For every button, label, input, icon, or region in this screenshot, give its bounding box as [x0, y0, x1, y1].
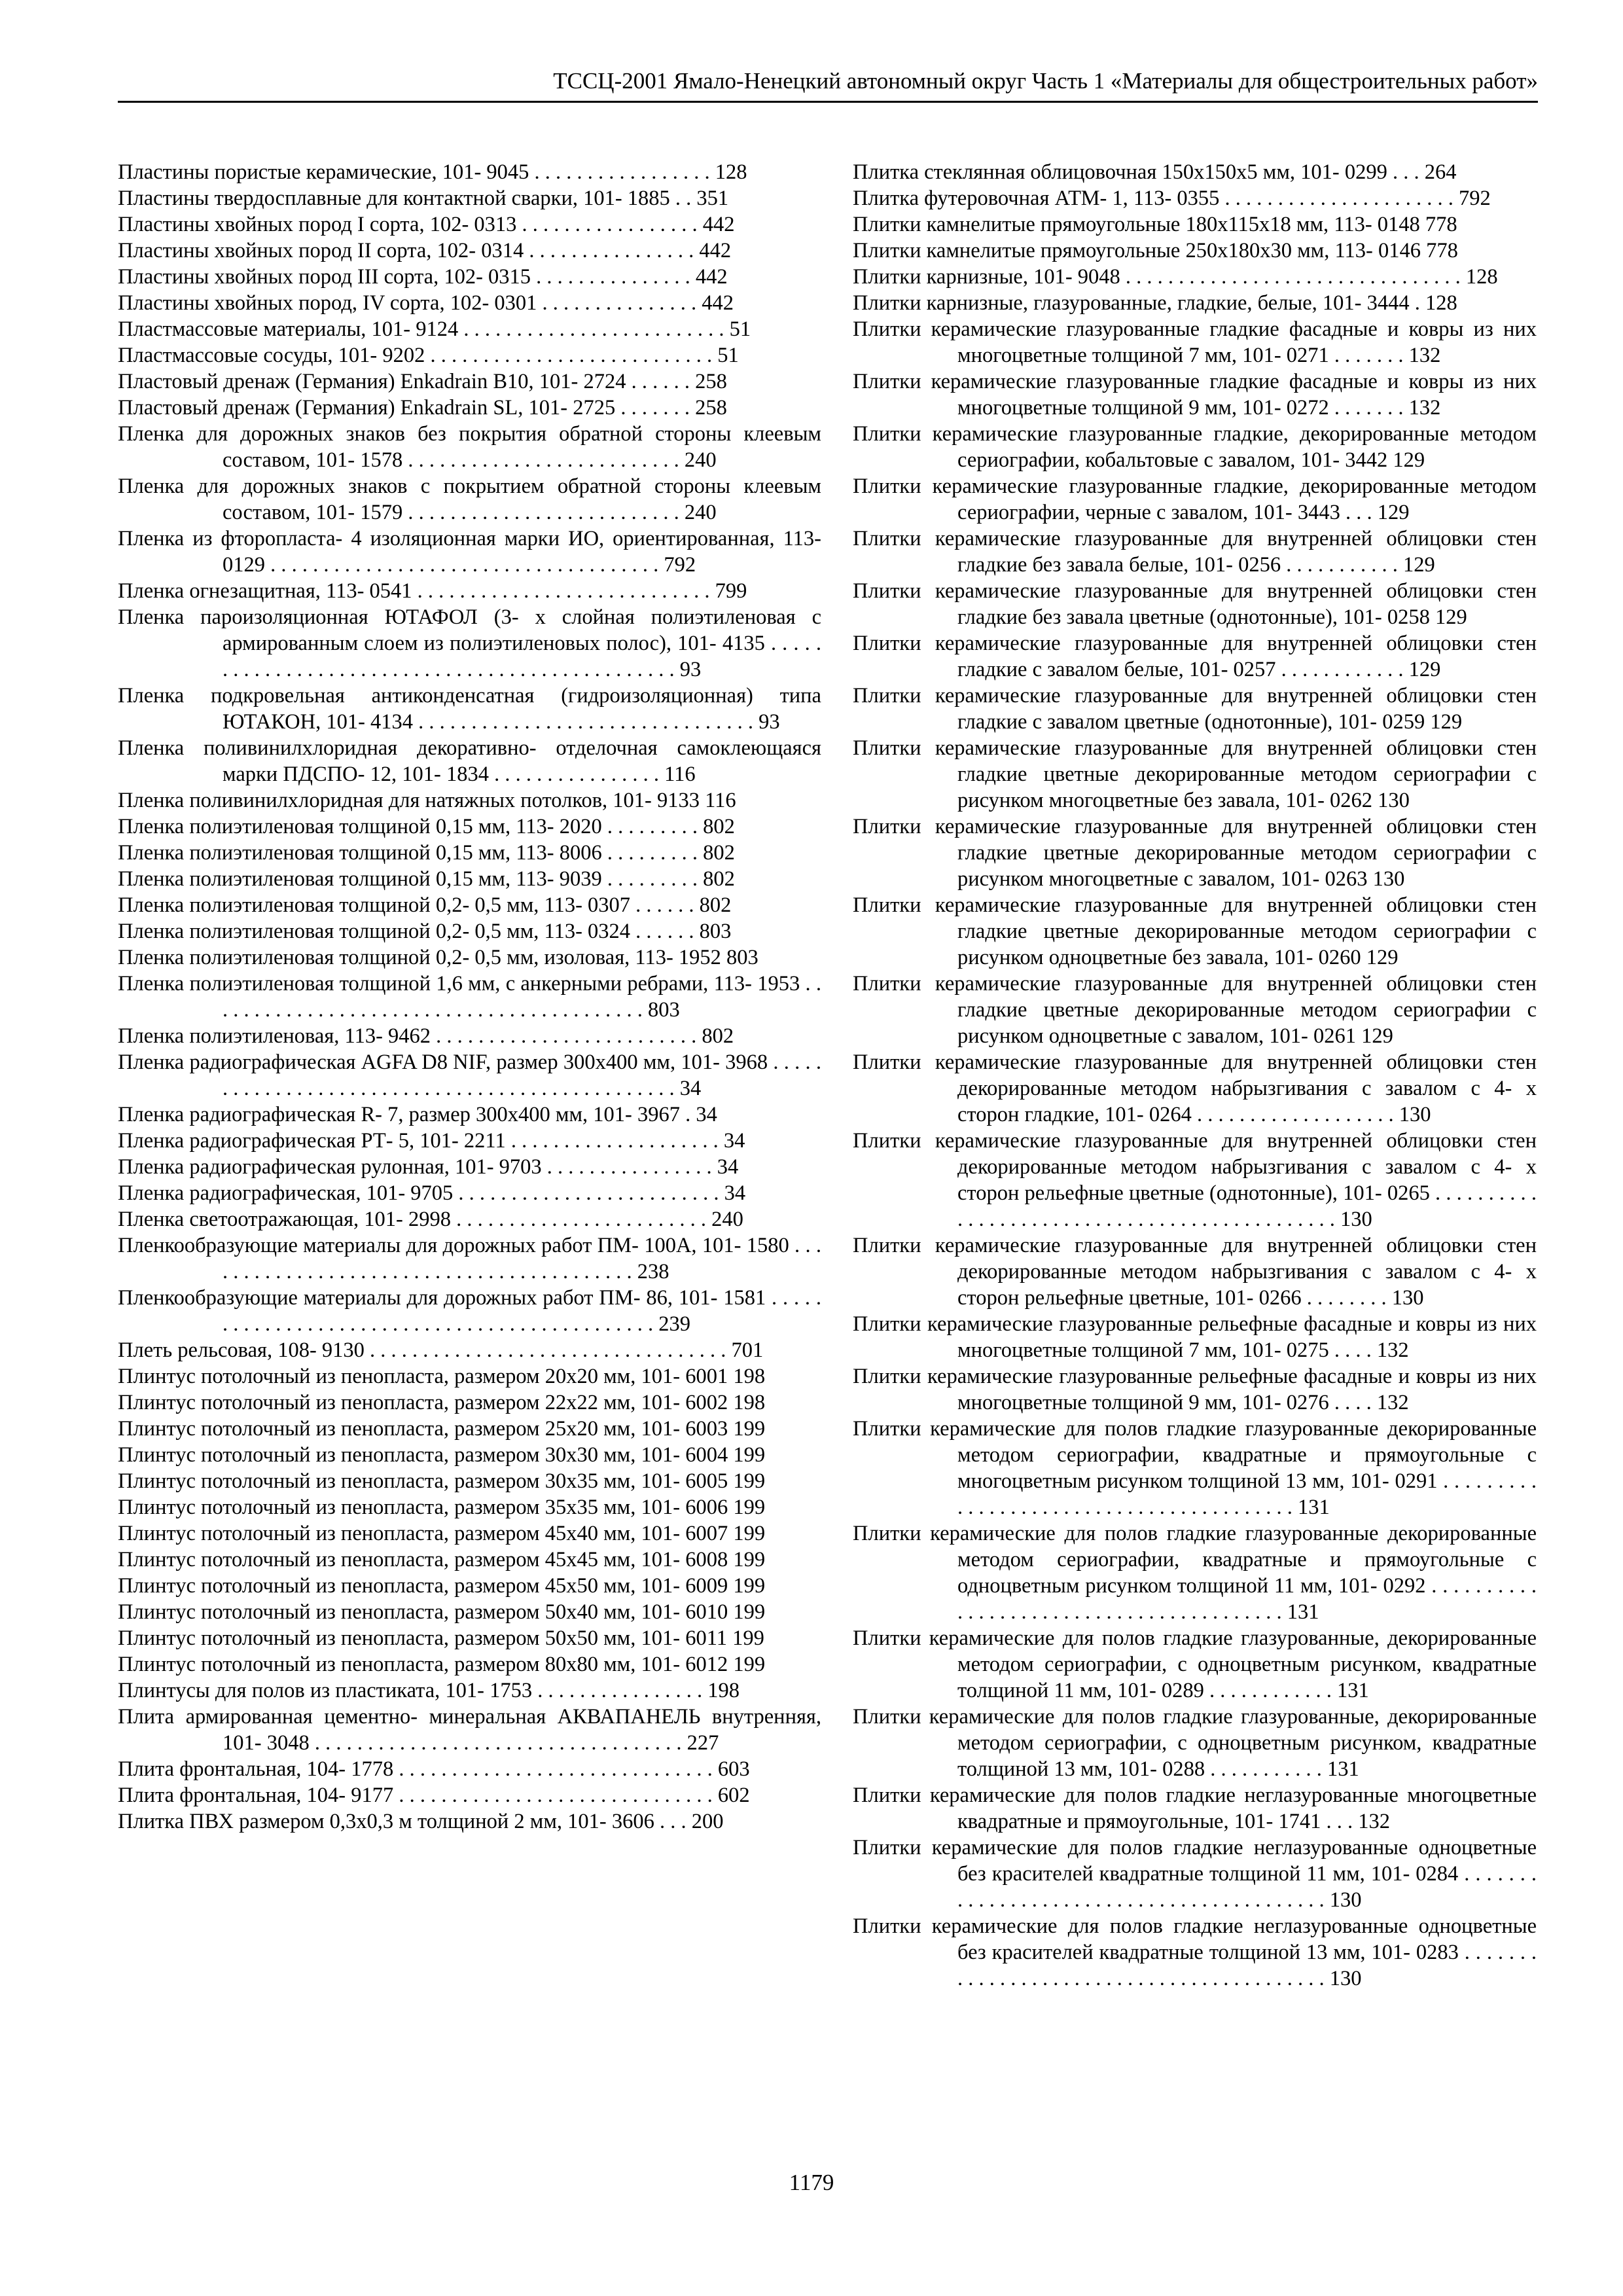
index-entry: Плитки керамические глазурованные для внутренней облицовки стен гладкие цветные декорированные методом сериографии с рисунком многоцветные без завала, 101- 0262 130	[853, 736, 1537, 812]
index-entry: Плитки керамические глазурованные для внутренней облицовки стен гладкие цветные декорированные методом сериографии с рисунком многоцветные с завалом, 101- 0263 130	[853, 815, 1537, 891]
index-entry: Плита фронтальная, 104- 1778 . . . . . . . . . . . . . . . . . . . . . . . . . . . . . . 603	[118, 1757, 750, 1781]
index-entry: Плитки керамические для полов гладкие неглазурованные одноцветные без красителей квадратные толщиной 11 мм, 101- 0284 . . . . . . . . . . . . . . . . . . . . . . . . . . . . . . . . . . . . . . . . . . 130	[853, 1836, 1537, 1912]
index-entry: Пленка полиэтиленовая толщиной 0,2- 0,5 мм, изоловая, 113- 1952 803	[118, 946, 758, 969]
index-entry: Плитки камнелитые прямоугольные 180х115х18 мм, 113- 0148 778	[853, 213, 1457, 236]
index-entry: Пленка полиэтиленовая толщиной 0,15 мм, 113- 8006 . . . . . . . . . 802	[118, 841, 735, 865]
index-entry: Плитки керамические глазурованные для внутренней облицовки стен декорированные методом набрызгивания с завалом с 4- х сторон рельефные цветные, 101- 0266 . . . . . . . . 130	[853, 1234, 1537, 1310]
index-entry: Пластины хвойных пород III сорта, 102- 0315 . . . . . . . . . . . . . . . 442	[118, 265, 728, 289]
index-entry: Плита армированная цементно- минеральная АКВАПАНЕЛЬ внутренняя, 101- 3048 . . . . . . . . . . . . . . . . . . . . . . . . . . . . . . . . . . . 227	[118, 1705, 821, 1755]
index-entry: Пленка для дорожных знаков с покрытием обратной стороны клеевым составом, 101- 1579 . . . . . . . . . . . . . . . . . . . . . . . . . . 240	[118, 475, 821, 524]
index-entry: Плитки керамические для полов гладкие неглазурованные многоцветные квадратные и прямоугольные, 101- 1741 . . . 132	[853, 1784, 1537, 1833]
index-entry: Пленка из фторопласта- 4 изоляционная марки ИО, ориентированная, 113- 0129 . . . . . . . . . . . . . . . . . . . . . . . . . . . . . . . . . . . . . 792	[118, 527, 821, 577]
index-entry: Плитки керамические глазурованные для внутренней облицовки стен гладкие цветные декорированные методом сериографии с рисунком одноцветные с завалом, 101- 0261 129	[853, 972, 1537, 1048]
index-entry: Пластмассовые материалы, 101- 9124 . . . . . . . . . . . . . . . . . . . . . . . . . 51	[118, 317, 751, 341]
index-column-left	[118, 159, 821, 1835]
index-entry: Плитки керамические для полов гладкие глазурованные декорированные методом сериографии, квадратные и прямоугольные с многоцветным рисунком толщиной 13 мм, 101- 0291 . . . . . . . . . . . . . . . . . . . . . . . . . . . . . . . . . . . . . . . . . 131	[853, 1417, 1537, 1519]
index-entry: Пластины хвойных пород II сорта, 102- 0314 . . . . . . . . . . . . . . . . 442	[118, 239, 732, 262]
index-entry: Пленка поливинилхлоридная декоративно- отделочная самоклеющаяся марки ПДСПО- 12, 101- 1834 . . . . . . . . . . . . . . . . 116	[118, 736, 821, 786]
index-entry: Пленкообразующие материалы для дорожных работ ПМ- 86, 101- 1581 . . . . . . . . . . . . . . . . . . . . . . . . . . . . . . . . . . . . . . . . . . . . . . 239	[118, 1286, 821, 1336]
index-entry: Пленка полиэтиленовая толщиной 1,6 мм, с анкерными ребрами, 113- 1953 . . . . . . . . . . . . . . . . . . . . . . . . . . . . . . . . . . . . . . . . . . 803	[118, 972, 821, 1022]
index-entry: Плинтус потолочный из пенопласта, размером 50х50 мм, 101- 6011 199	[118, 1626, 764, 1650]
index-entry: Плитки керамические для полов гладкие глазурованные, декорированные методом сериографии, с одноцветным рисунком, квадратные толщиной 13 мм, 101- 0288 . . . . . . . . . . . 131	[853, 1705, 1537, 1781]
index-entry: Пленка радиографическая, 101- 9705 . . . . . . . . . . . . . . . . . . . . . . . . . 34	[118, 1181, 746, 1205]
index-entry: Плитки керамические глазурованные для внутренней облицовки стен гладкие с завалом цветные (однотонные), 101- 0259 129	[853, 684, 1537, 734]
index-entry: Пленка пароизоляционная ЮТАФОЛ (3- х слойная полиэтиленовая с армированным слоем из полиэтиленовых полос), 101- 4135 . . . . . . . . . . . . . . . . . . . . . . . . . . . . . . . . . . . . . . . . . . . . . . . . 93	[118, 605, 821, 681]
index-entry: Пленка радиографическая AGFA D8 NIF, размер 300x400 мм, 101- 3968 . . . . . . . . . . . . . . . . . . . . . . . . . . . . . . . . . . . . . . . . . . . . . . . . 34	[118, 1050, 821, 1100]
index-entry: Плинтус потолочный из пенопласта, размером 45х50 мм, 101- 6009 199	[118, 1574, 766, 1598]
index-entry: Плитка ПВХ размером 0,3х0,3 м толщиной 2 мм, 101- 3606 . . . 200	[118, 1810, 724, 1833]
index-entry: Пленка огнезащитная, 113- 0541 . . . . . . . . . . . . . . . . . . . . . . . . . . . . 799	[118, 579, 747, 603]
index-entry: Плинтус потолочный из пенопласта, размером 20х20 мм, 101- 6001 198	[118, 1365, 766, 1388]
index-entry: Плитки карнизные, глазурованные, гладкие, белые, 101- 3444 . 128	[853, 291, 1457, 315]
index-entry: Пластины пористые керамические, 101- 9045 . . . . . . . . . . . . . . . . . 128	[118, 160, 747, 184]
index-entry: Плитки керамические глазурованные гладкие фасадные и ковры из них многоцветные толщиной 7 мм, 101- 0271 . . . . . . . 132	[853, 317, 1537, 367]
index-entry: Пластовый дренаж (Германия) Enkadrain SL, 101- 2725 . . . . . . . 258	[118, 396, 727, 420]
index-entry: Плитки керамические для полов гладкие неглазурованные одноцветные без красителей квадратные толщиной 13 мм, 101- 0283 . . . . . . . . . . . . . . . . . . . . . . . . . . . . . . . . . . . . . . . . . . 130	[853, 1914, 1537, 1990]
index-entry: Пленка светоотражающая, 101- 2998 . . . . . . . . . . . . . . . . . . . . . . . . 240	[118, 1208, 743, 1231]
index-entry: Пластины твердосплавные для контактной сварки, 101- 1885 . . 351	[118, 187, 729, 210]
index-entry: Плитки керамические глазурованные рельефные фасадные и ковры из них многоцветные толщиной 7 мм, 101- 0275 . . . . 132	[853, 1312, 1537, 1362]
index-entry: Плитки керамические глазурованные гладкие, декорированные методом сериографии, кобальтовые с завалом, 101- 3442 129	[853, 422, 1537, 472]
index-entry: Плитки керамические глазурованные для внутренней облицовки стен декорированные методом набрызгивания с завалом с 4- х сторон гладкие, 101- 0264 . . . . . . . . . . . . . . . . . . . 130	[853, 1050, 1537, 1126]
index-entry: Пленка радиографическая R- 7, размер 300x400 мм, 101- 3967 . 34	[118, 1103, 717, 1126]
index-entry: Пленка полиэтиленовая толщиной 0,2- 0,5 мм, 113- 0324 . . . . . . 803	[118, 920, 732, 943]
index-entry: Плитки керамические для полов гладкие глазурованные декорированные методом сериографии, квадратные и прямоугольные с одноцветным рисунком толщиной 11 мм, 101- 0292 . . . . . . . . . . . . . . . . . . . . . . . . . . . . . . . . . . . . . . . . . 131	[853, 1522, 1537, 1624]
index-entry: Плинтус потолочный из пенопласта, размером 35х35 мм, 101- 6006 199	[118, 1496, 766, 1519]
index-entry: Пленка для дорожных знаков без покрытия обратной стороны клеевым составом, 101- 1578 . . . . . . . . . . . . . . . . . . . . . . . . . . 240	[118, 422, 821, 472]
index-entry: Плитки керамические глазурованные гладкие фасадные и ковры из них многоцветные толщиной 9 мм, 101- 0272 . . . . . . . 132	[853, 370, 1537, 420]
index-entry: Плитки керамические глазурованные гладкие, декорированные методом сериографии, черные с завалом, 101- 3443 . . . 129	[853, 475, 1537, 524]
index-entry: Пластмассовые сосуды, 101- 9202 . . . . . . . . . . . . . . . . . . . . . . . . . . . 51	[118, 344, 739, 367]
index-entry: Пленка поливинилхлоридная для натяжных потолков, 101- 9133 116	[118, 789, 736, 812]
index-entry: Плитки керамические для полов гладкие глазурованные, декорированные методом сериографии, с одноцветным рисунком, квадратные толщиной 11 мм, 101- 0289 . . . . . . . . . . . . 131	[853, 1626, 1537, 1702]
index-column-right	[853, 159, 1537, 1992]
page-number: 1179	[789, 2170, 834, 2195]
index-entry: Плитки карнизные, 101- 9048 . . . . . . . . . . . . . . . . . . . . . . . . . . . . . . . . 128	[853, 265, 1498, 289]
index-entry: Пленка радиографическая РТ- 5, 101- 2211 . . . . . . . . . . . . . . . . . . . . 34	[118, 1129, 745, 1153]
index-entry: Плитка футеровочная АТМ- 1, 113- 0355 . . . . . . . . . . . . . . . . . . . . . . 792	[853, 187, 1491, 210]
index-entry: Плитки керамические глазурованные для внутренней облицовки стен гладкие без завала цветные (однотонные), 101- 0258 129	[853, 579, 1537, 629]
index-entry: Плинтус потолочный из пенопласта, размером 50х40 мм, 101- 6010 199	[118, 1600, 766, 1624]
index-entry: Плинтус потолочный из пенопласта, размером 80х80 мм, 101- 6012 199	[118, 1653, 766, 1676]
index-entry: Плинтус потолочный из пенопласта, размером 45х40 мм, 101- 6007 199	[118, 1522, 766, 1545]
index-entry: Плинтус потолочный из пенопласта, размером 22х22 мм, 101- 6002 198	[118, 1391, 766, 1414]
index-entry: Пленка радиографическая рулонная, 101- 9703 . . . . . . . . . . . . . . . . 34	[118, 1155, 739, 1179]
index-entry: Пленка подкровельная антиконденсатная (гидроизоляционная) типа ЮТАКОН, 101- 4134 . . . . . . . . . . . . . . . . . . . . . . . . . . . . . . . . 93	[118, 684, 821, 734]
index-entry: Плитки керамические глазурованные для внутренней облицовки стен гладкие цветные декорированные методом сериографии с рисунком одноцветные без завала, 101- 0260 129	[853, 893, 1537, 969]
index-entry: Плинтусы для полов из пластиката, 101- 1753 . . . . . . . . . . . . . . . . 198	[118, 1679, 740, 1702]
index-entry: Пленкообразующие материалы для дорожных работ ПМ- 100А, 101- 1580 . . . . . . . . . . . . . . . . . . . . . . . . . . . . . . . . . . . . . . . . . . 238	[118, 1234, 821, 1283]
index-entry: Плинтус потолочный из пенопласта, размером 25х20 мм, 101- 6003 199	[118, 1417, 766, 1441]
index-entry: Плитка стеклянная облицовочная 150х150х5 мм, 101- 0299 . . . 264	[853, 160, 1457, 184]
index-entry: Пленка полиэтиленовая, 113- 9462 . . . . . . . . . . . . . . . . . . . . . . . . . 802	[118, 1024, 734, 1048]
index-entry: Плинтус потолочный из пенопласта, размером 30х30 мм, 101- 6004 199	[118, 1443, 766, 1467]
index-entry: Плитки керамические глазурованные для внутренней облицовки стен декорированные методом набрызгивания с завалом с 4- х сторон рельефные цветные (однотонные), 101- 0265 . . . . . . . . . . . . . . . . . . . . . . . . . . . . . . . . . . . . . . . . . . . . . . 130	[853, 1129, 1537, 1231]
index-entry: Пленка полиэтиленовая толщиной 0,2- 0,5 мм, 113- 0307 . . . . . . 802	[118, 893, 732, 917]
index-entry: Плитки керамические глазурованные рельефные фасадные и ковры из них многоцветные толщиной 9 мм, 101- 0276 . . . . 132	[853, 1365, 1537, 1414]
running-header: ТССЦ-2001 Ямало-Ненецкий автономный округ Часть 1 «Материалы для общестроительных работ»	[118, 68, 1538, 103]
index-entry: Плинтус потолочный из пенопласта, размером 30х35 мм, 101- 6005 199	[118, 1469, 766, 1493]
index-entry: Плитки керамические глазурованные для внутренней облицовки стен гладкие с завалом белые, 101- 0257 . . . . . . . . . . . . 129	[853, 632, 1537, 681]
index-entry: Плеть рельсовая, 108- 9130 . . . . . . . . . . . . . . . . . . . . . . . . . . . . . . . . . . 701	[118, 1338, 764, 1362]
index-entry: Плинтус потолочный из пенопласта, размером 45х45 мм, 101- 6008 199	[118, 1548, 766, 1571]
index-entry: Плита фронтальная, 104- 9177 . . . . . . . . . . . . . . . . . . . . . . . . . . . . . . 602	[118, 1784, 750, 1807]
index-entry: Пленка полиэтиленовая толщиной 0,15 мм, 113- 9039 . . . . . . . . . 802	[118, 867, 735, 891]
index-entry: Пластовый дренаж (Германия) Enkadrain B10, 101- 2724 . . . . . . 258	[118, 370, 727, 393]
index-entry: Пластины хвойных пород, IV сорта, 102- 0301 . . . . . . . . . . . . . . . 442	[118, 291, 734, 315]
index-entry: Плитки керамические глазурованные для внутренней облицовки стен гладкие без завала белые, 101- 0256 . . . . . . . . . . . 129	[853, 527, 1537, 577]
index-entry: Плитки камнелитые прямоугольные 250х180х30 мм, 113- 0146 778	[853, 239, 1458, 262]
index-entry: Пластины хвойных пород I сорта, 102- 0313 . . . . . . . . . . . . . . . . . 442	[118, 213, 735, 236]
index-entry: Пленка полиэтиленовая толщиной 0,15 мм, 113- 2020 . . . . . . . . . 802	[118, 815, 735, 838]
